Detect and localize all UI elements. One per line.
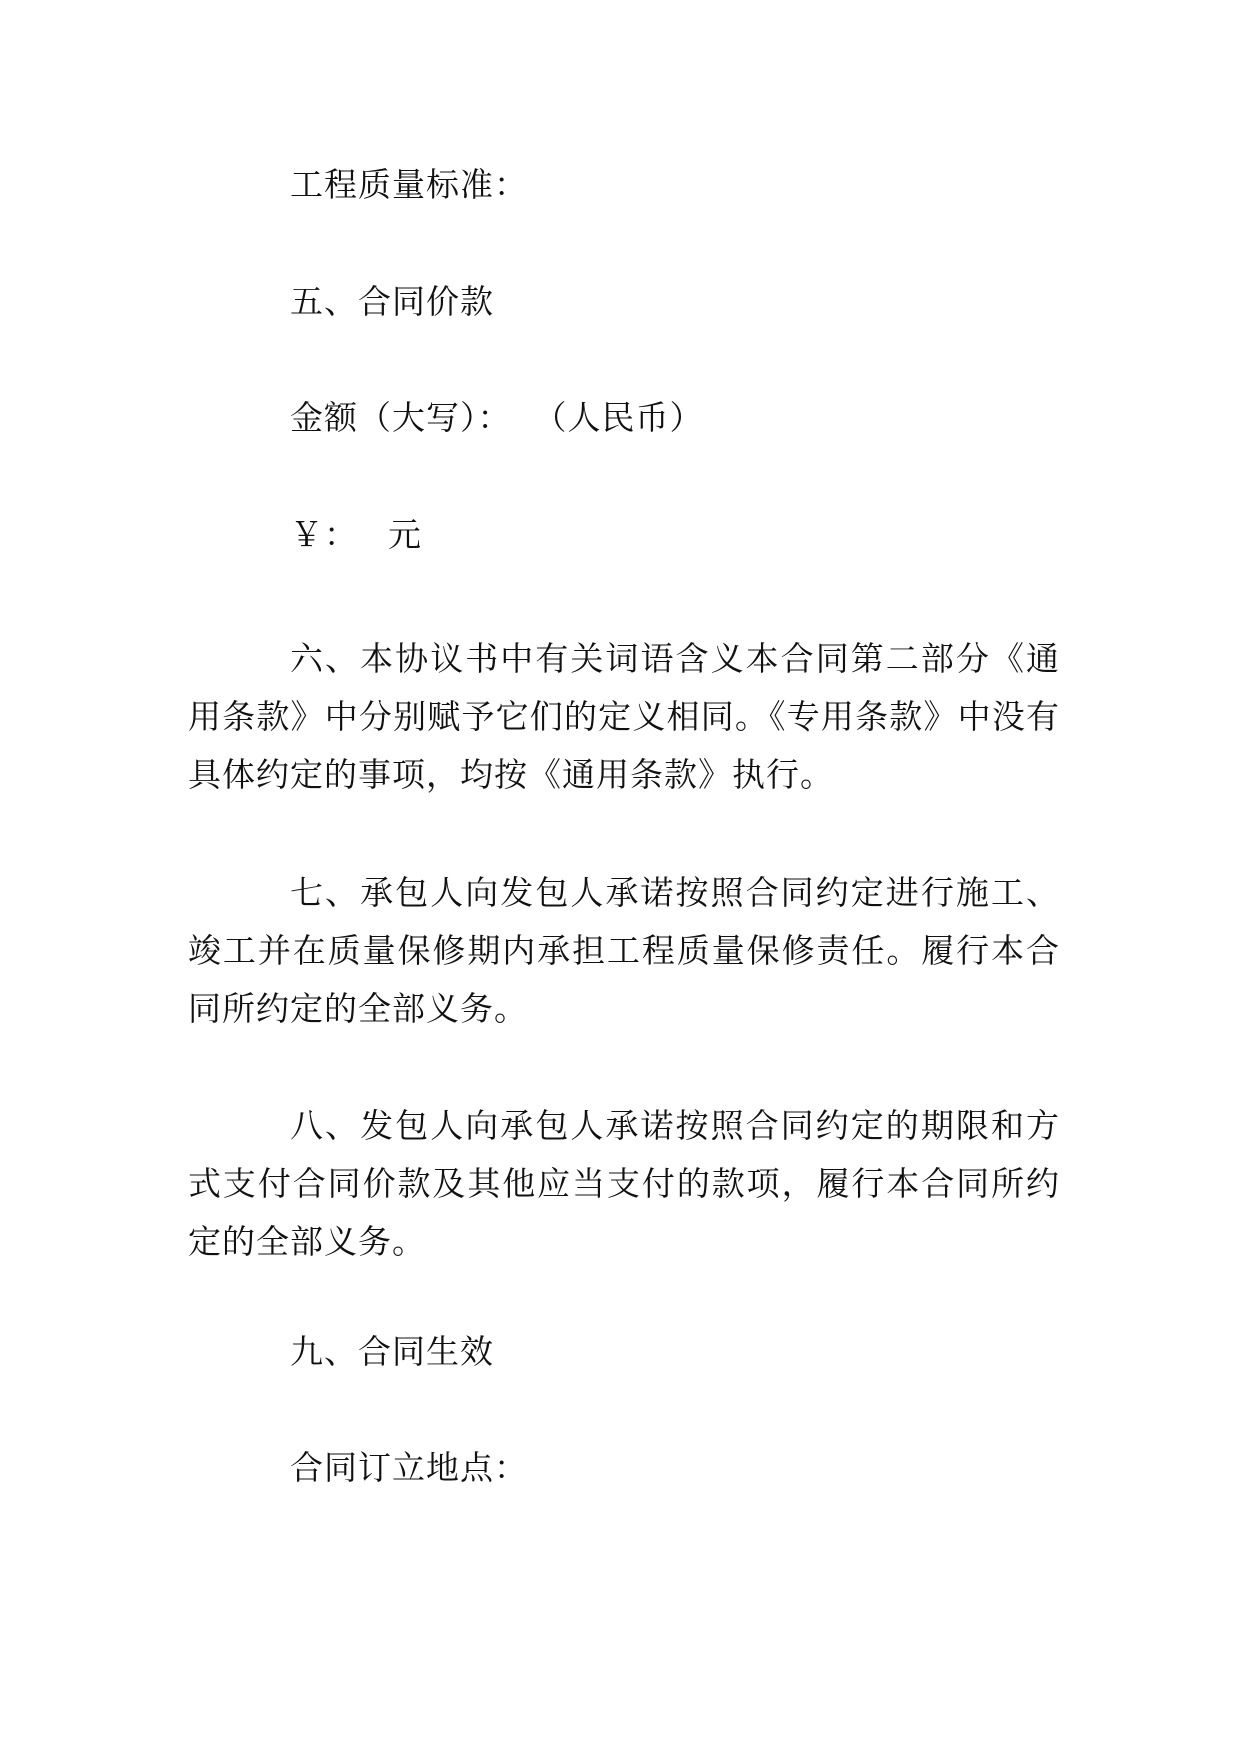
section8-paragraph: 八、发包人向承包人承诺按照合同约定的期限和方式支付合同价款及其他应当支付的款项，履行本合同所约定的全部义务。 xyxy=(188,1106,1060,1261)
amount-upper-row xyxy=(290,398,704,438)
signing-place-label: 合同订立地点： xyxy=(290,1448,528,1487)
section5-heading: 五、合同价款 xyxy=(290,282,494,321)
section7-paragraph: 七、承包人向发包人承诺按照合同约定进行施工、竣工并在质量保修期内承担工程质量保修责任。履行本合同所约定的全部义务。 xyxy=(188,873,1060,1028)
section9-heading: 九、合同生效 xyxy=(290,1332,494,1371)
amount-upper-label: 金额（大写）： xyxy=(290,398,512,437)
amount-unit: 元 xyxy=(388,515,422,554)
quality-standard-label: 工程质量标准： xyxy=(290,165,528,204)
section6-paragraph: 六、本协议书中有关词语含义本合同第二部分《通用条款》中分别赋予它们的定义相同。《专用条款》中没有具体约定的事项，均按《通用条款》执行。 xyxy=(188,639,1060,794)
amount-numeric-label: ￥： xyxy=(290,515,358,554)
amount-numeric-row xyxy=(290,515,422,555)
amount-currency-note: （人民币） xyxy=(533,398,704,437)
